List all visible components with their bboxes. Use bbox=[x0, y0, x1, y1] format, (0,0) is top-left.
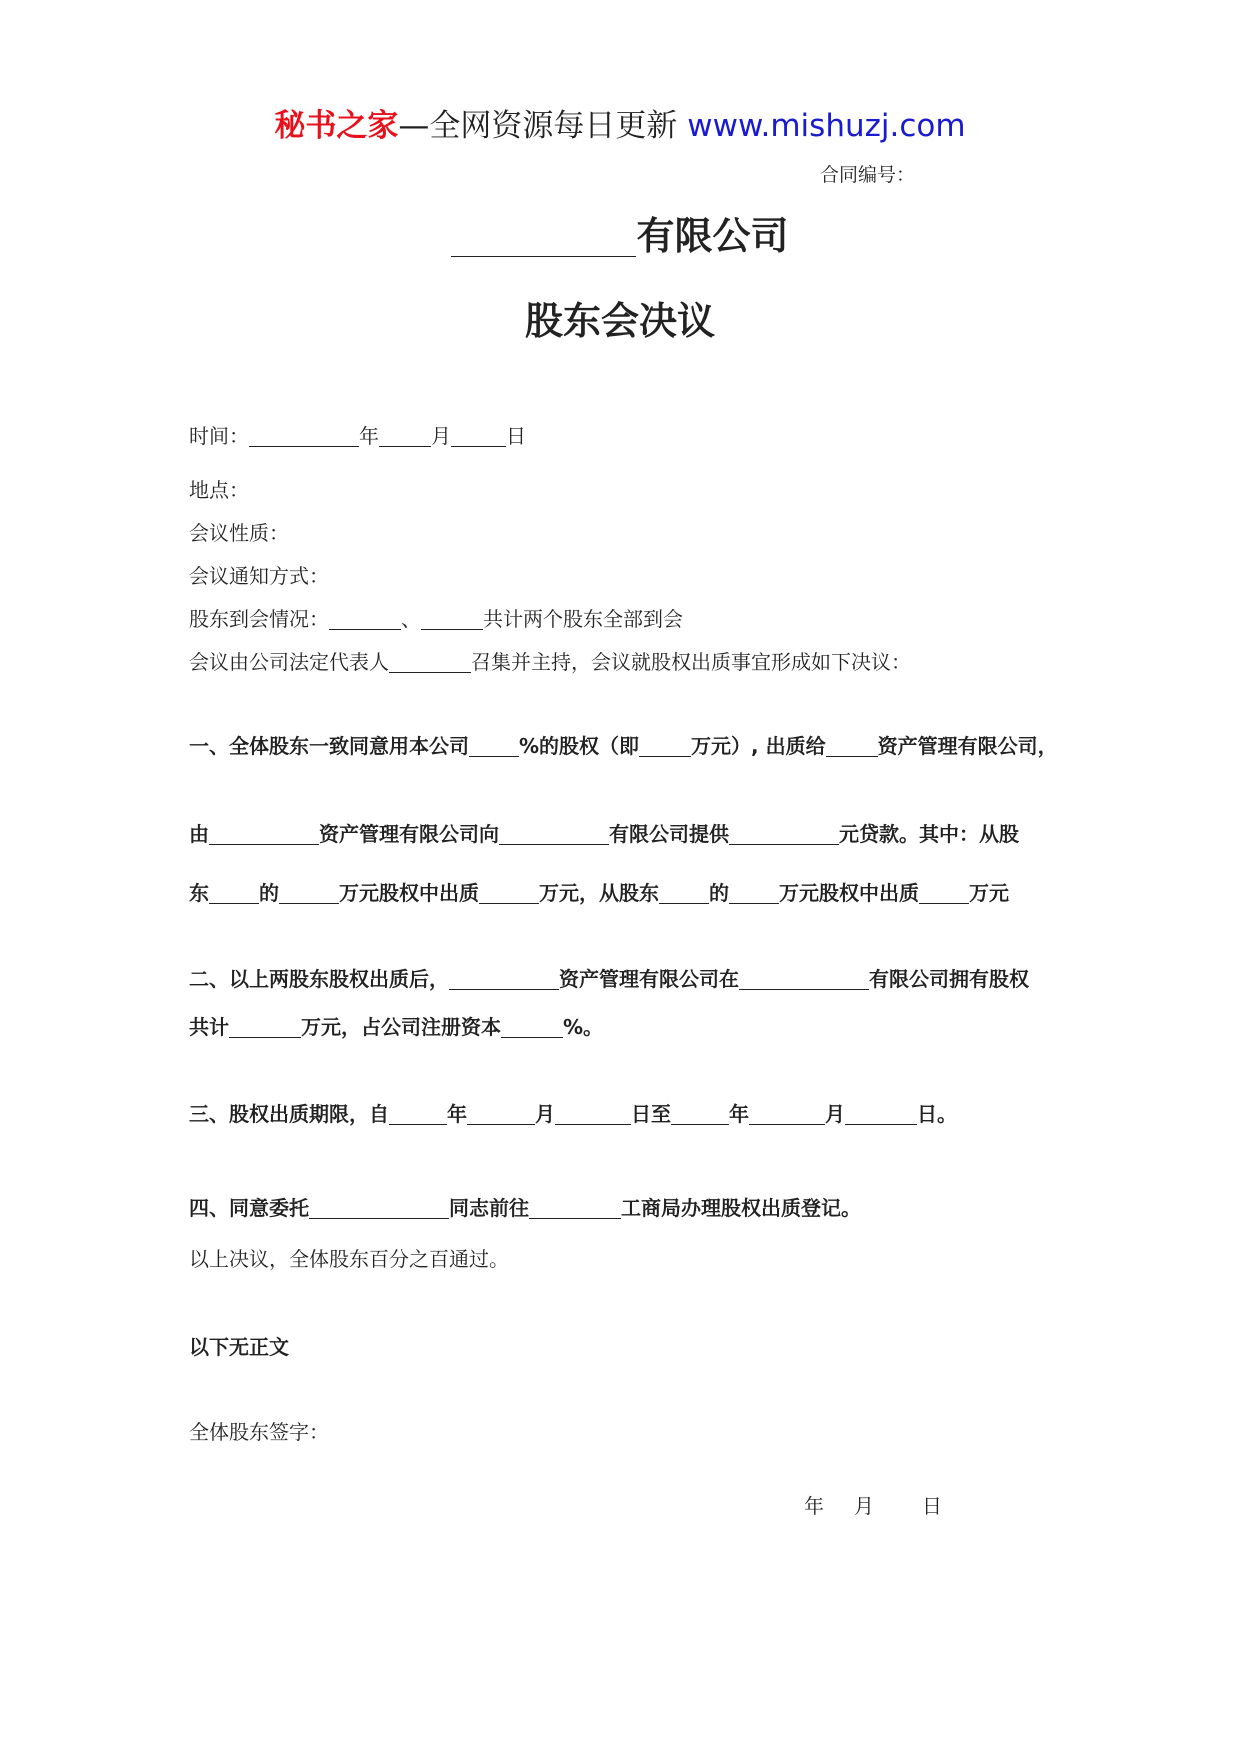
res1-l3-b: 的 bbox=[259, 881, 279, 905]
equity-amount-blank bbox=[639, 735, 691, 757]
resolution-2-line-2 bbox=[189, 1011, 603, 1040]
pledgee-blank bbox=[826, 735, 878, 757]
start-day-blank bbox=[555, 1103, 631, 1125]
res1-l2-d: 元贷款。其中：从股 bbox=[839, 822, 1019, 846]
delegate-blank bbox=[309, 1197, 449, 1219]
res2-text-a: 二、以上两股东股权出质后， bbox=[189, 967, 449, 991]
lender-blank bbox=[209, 823, 319, 845]
month-unit: 月 bbox=[431, 424, 451, 448]
res1-l3-f: 万元股权中出质 bbox=[779, 881, 919, 905]
year-unit: 年 bbox=[359, 424, 379, 448]
footer-day: 日 bbox=[922, 1494, 942, 1518]
res1-text-d: 资产管理有限公司， bbox=[877, 734, 1058, 758]
res3-text-c: 月 bbox=[535, 1102, 555, 1126]
shareholder-b-blank bbox=[659, 882, 709, 904]
attendance-separator: 、 bbox=[401, 607, 421, 631]
brand-name: 秘书之家 bbox=[274, 108, 399, 144]
shareholder-a-pledge-blank bbox=[479, 882, 539, 904]
shareholder-2-blank bbox=[421, 608, 483, 630]
attendance-label: 股东到会情况： bbox=[189, 607, 329, 631]
res2-text-e: 万元，占公司注册资本 bbox=[301, 1015, 501, 1039]
res3-text-a: 三、股权出质期限，自 bbox=[189, 1102, 389, 1126]
resolution-3 bbox=[189, 1098, 957, 1127]
res3-text-e: 年 bbox=[729, 1102, 749, 1126]
start-year-blank bbox=[389, 1103, 447, 1125]
site-header bbox=[0, 100, 1240, 145]
equity-percent-blank bbox=[469, 735, 519, 757]
start-month-blank bbox=[467, 1103, 535, 1125]
res3-text-g: 日。 bbox=[917, 1102, 957, 1126]
borrower-blank bbox=[499, 823, 609, 845]
res4-text-a: 四、同意委托 bbox=[189, 1196, 309, 1220]
day-unit: 日 bbox=[506, 424, 526, 448]
res1-l3-d: 万元，从股东 bbox=[539, 881, 659, 905]
bureau-blank bbox=[529, 1197, 621, 1219]
footer-month: 月 bbox=[854, 1494, 874, 1518]
company-name-blank bbox=[451, 216, 636, 257]
res1-l3-g: 万元 bbox=[969, 881, 1009, 905]
res1-l3-e: 的 bbox=[709, 881, 729, 905]
place-label: 地点： bbox=[189, 478, 249, 502]
res4-text-b: 同志前往 bbox=[449, 1196, 529, 1220]
res3-text-b: 年 bbox=[447, 1102, 467, 1126]
res1-l2-c: 有限公司提供 bbox=[609, 822, 729, 846]
res1-l2-b: 资产管理有限公司向 bbox=[319, 822, 499, 846]
shareholder-b-pledge-blank bbox=[919, 882, 969, 904]
res1-text-c: 万元）, 出质给 bbox=[691, 734, 826, 758]
year-blank bbox=[249, 425, 359, 447]
resolution-2-line-1 bbox=[189, 963, 1029, 992]
asset-company-blank bbox=[449, 968, 559, 990]
end-month-blank bbox=[749, 1103, 825, 1125]
month-blank bbox=[379, 425, 431, 447]
no-further-text: 以下无正文 bbox=[189, 1335, 289, 1359]
loan-amount-blank bbox=[729, 823, 839, 845]
res2-text-b: 资产管理有限公司在 bbox=[559, 967, 739, 991]
total-equity-blank bbox=[229, 1016, 301, 1038]
shareholder-1-blank bbox=[329, 608, 401, 630]
resolution-1-line-1 bbox=[189, 730, 1058, 759]
convener-tail: 召集并主持，会议就股权出质事宜形成如下决议： bbox=[471, 650, 911, 674]
passed-statement: 以上决议，全体股东百分之百通过。 bbox=[189, 1247, 509, 1271]
attendance-tail: 共计两个股东全部到会 bbox=[483, 607, 683, 631]
footer-year: 年 bbox=[804, 1494, 824, 1518]
capital-percent-blank bbox=[501, 1016, 563, 1038]
convener-prefix: 会议由公司法定代表人 bbox=[189, 650, 389, 674]
shareholder-a-blank bbox=[209, 882, 259, 904]
attendance-line bbox=[189, 603, 683, 632]
day-blank bbox=[451, 425, 506, 447]
contract-number-label: 合同编号： bbox=[820, 164, 916, 186]
time-line bbox=[189, 420, 526, 449]
document-title: 股东会决议 bbox=[524, 299, 715, 343]
company-title bbox=[0, 205, 1240, 260]
res3-text-f: 月 bbox=[825, 1102, 845, 1126]
company-suffix: 有限公司 bbox=[636, 214, 789, 258]
shareholder-b-equity-blank bbox=[729, 882, 779, 904]
res2-text-f: %。 bbox=[563, 1015, 604, 1039]
signature-label: 全体股东签字： bbox=[189, 1420, 329, 1444]
legal-rep-blank bbox=[389, 651, 471, 673]
resolution-4 bbox=[189, 1192, 861, 1221]
res1-text-a: 一、全体股东一致同意用本公司 bbox=[189, 734, 469, 758]
shareholder-a-equity-blank bbox=[279, 882, 339, 904]
res2-text-d: 共计 bbox=[189, 1015, 229, 1039]
end-day-blank bbox=[845, 1103, 917, 1125]
notice-label: 会议通知方式： bbox=[189, 564, 329, 588]
convener-line bbox=[189, 646, 911, 675]
res1-l2-a: 由 bbox=[189, 822, 209, 846]
time-label: 时间： bbox=[189, 424, 249, 448]
res2-text-c: 有限公司拥有股权 bbox=[869, 967, 1029, 991]
resolution-1-line-3 bbox=[189, 877, 1009, 906]
res1-l3-a: 东 bbox=[189, 881, 209, 905]
res3-text-d: 日至 bbox=[631, 1102, 671, 1126]
res4-text-c: 工商局办理股权出质登记。 bbox=[621, 1196, 861, 1220]
res1-text-b: %的股权（即 bbox=[519, 734, 640, 758]
signature-date bbox=[804, 1490, 942, 1519]
res1-l3-c: 万元股权中出质 bbox=[339, 881, 479, 905]
target-company-blank bbox=[739, 968, 869, 990]
header-slogan: —全网资源每日更新 bbox=[398, 108, 688, 144]
nature-label: 会议性质： bbox=[189, 521, 289, 545]
end-year-blank bbox=[671, 1103, 729, 1125]
site-url[interactable]: www.mishuzj.com bbox=[687, 108, 966, 144]
resolution-1-line-2 bbox=[189, 818, 1019, 847]
